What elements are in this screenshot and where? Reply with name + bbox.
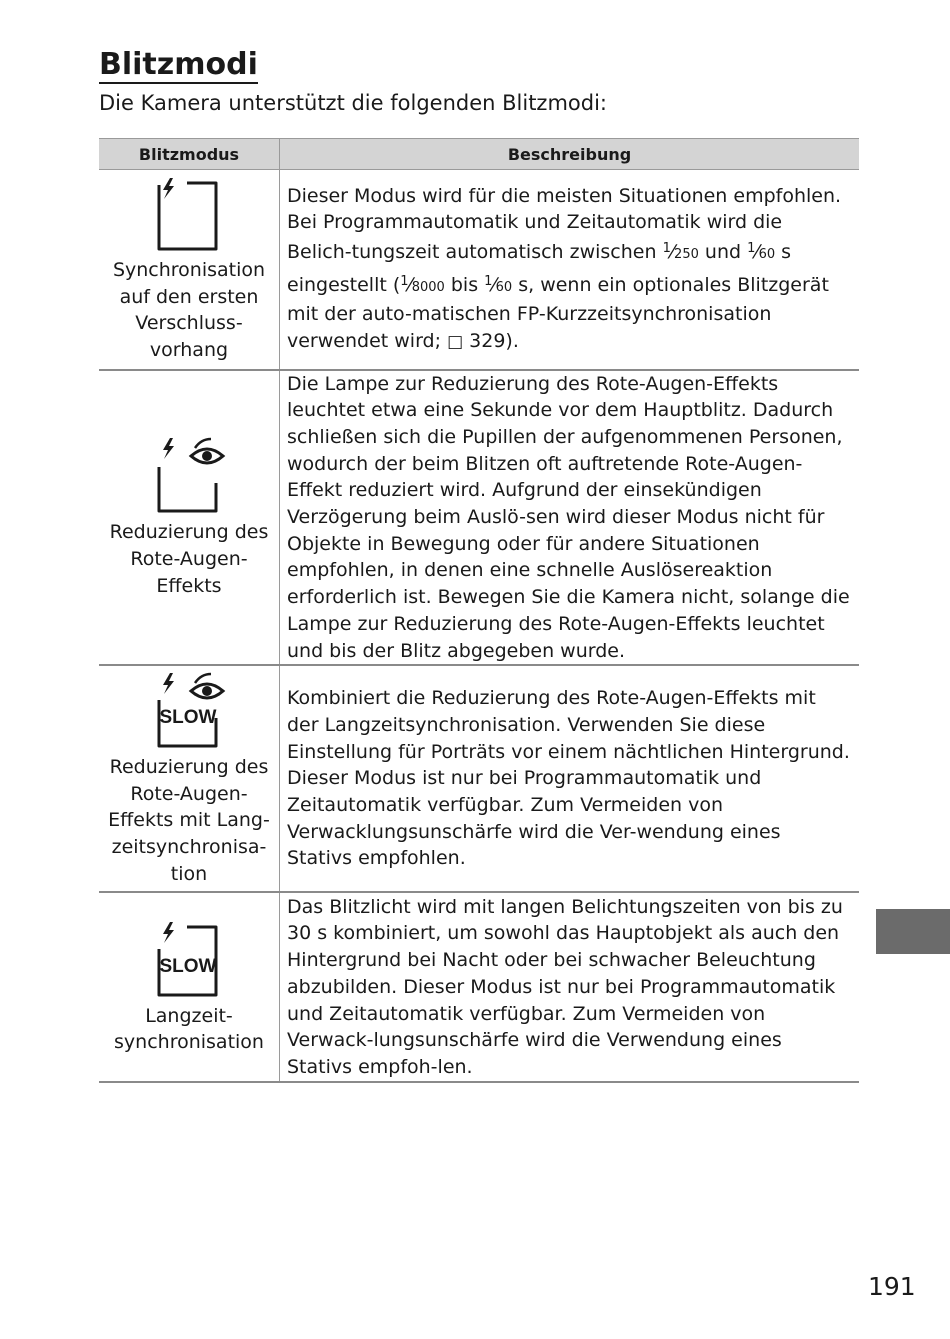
intro-text: Die Kamera unterstützt die folgenden Blitzmodi: xyxy=(99,91,607,115)
table-row xyxy=(99,665,859,892)
slow-label: SLOW xyxy=(159,955,217,977)
mode-cell xyxy=(99,665,280,892)
flash-red-eye-icon xyxy=(99,435,279,515)
table-row xyxy=(99,370,859,666)
mode-name: Langzeit-synchronisation xyxy=(114,1004,264,1054)
description-cell: Das Blitzlicht wird mit langen Belichtungszeiten von bis zu 30 s kombiniert, um sowohl das Hauptobjekt als auch den Hintergrund bei Nacht oder bei schwacher Beleuchtung abzubilden. Dieser Modus ist nur bei Programmautomatik und Zeitautomatik verfügbar. Zum Vermeiden von Verwack-lungsunschärfe wird die Verwendung eines Stativs empfoh-len. xyxy=(280,892,860,1082)
description-cell: Die Lampe zur Reduzierung des Rote-Augen-Effekts leuchtet etwa eine Sekunde vor dem Hauptblitz. Dadurch schließen sich die Pupillen der aufgenommenen Personen, wodurch der beim Blitzen oft auftretende Rote-Augen-Effekt reduziert wird. Aufgrund der einsekündigen Verzögerung beim Auslö-sen wird dieser Modus nicht für Objekte in Bewegung oder für andere Situationen empfohlen, in denen eine schnelle Auslösereaktion erforderlich ist. Bewegen Sie die Kamera nicht, solange die Lampe zur Reduzierung des Rote-Augen-Effekts leuchtet und bis der Blitz abgegeben wurde. xyxy=(280,370,860,666)
mode-name: Synchronisation auf den ersten Verschluss-vorhang xyxy=(112,258,266,361)
description-cell: Dieser Modus wird für die meisten Situationen empfohlen. Bei Programmautomatik und Zeitautomatik wird die Belich-tungszeit automatisch zwischen $^1$⁄250 und $^1$⁄60 s eingestellt ($^1$⁄8000 bis $^1$⁄60 s, wenn ein optionales Blitzgerät mit der auto-matischen FP-Kurzzeitsynchronisation verwendet wird; □ 329). xyxy=(280,170,860,370)
book-reference-icon: □ xyxy=(447,332,464,353)
table-header-row xyxy=(99,139,859,170)
mode-name: Reduzierung des Rote-Augen-Effekts mit Lang-zeitsynchronisa-tion xyxy=(108,755,270,885)
page-title: Blitzmodi xyxy=(99,47,258,82)
flash-red-eye-slow-icon xyxy=(99,670,279,750)
table-row xyxy=(99,170,859,370)
flash-front-curtain-icon xyxy=(99,175,279,253)
flash-modes-table xyxy=(99,138,859,1083)
mode-cell xyxy=(99,170,280,370)
mode-name: Reduzierung des Rote-Augen-Effekts xyxy=(109,521,269,597)
table-row xyxy=(99,892,859,1082)
description-cell: Kombiniert die Reduzierung des Rote-Augen-Effekts mit der Langzeitsynchronisation. Verwenden Sie diese Einstellung für Porträts vor einem nächtlichen Hintergrund. Dieser Modus ist nur bei Programmautomatik und Zeitautomatik verfügbar. Zum Vermeiden von Verwacklungsunschärfe wird die Ver-wendung eines Stativs empfohlen. xyxy=(280,665,860,892)
slow-label: SLOW xyxy=(159,706,217,728)
page-number: 191 xyxy=(868,1272,916,1301)
mode-cell xyxy=(99,892,280,1082)
mode-cell xyxy=(99,370,280,666)
column-header-description: Beschreibung xyxy=(280,139,860,170)
flash-slow-sync-icon xyxy=(99,919,279,999)
column-header-mode: Blitzmodus xyxy=(99,139,280,170)
chapter-tab xyxy=(876,909,950,954)
